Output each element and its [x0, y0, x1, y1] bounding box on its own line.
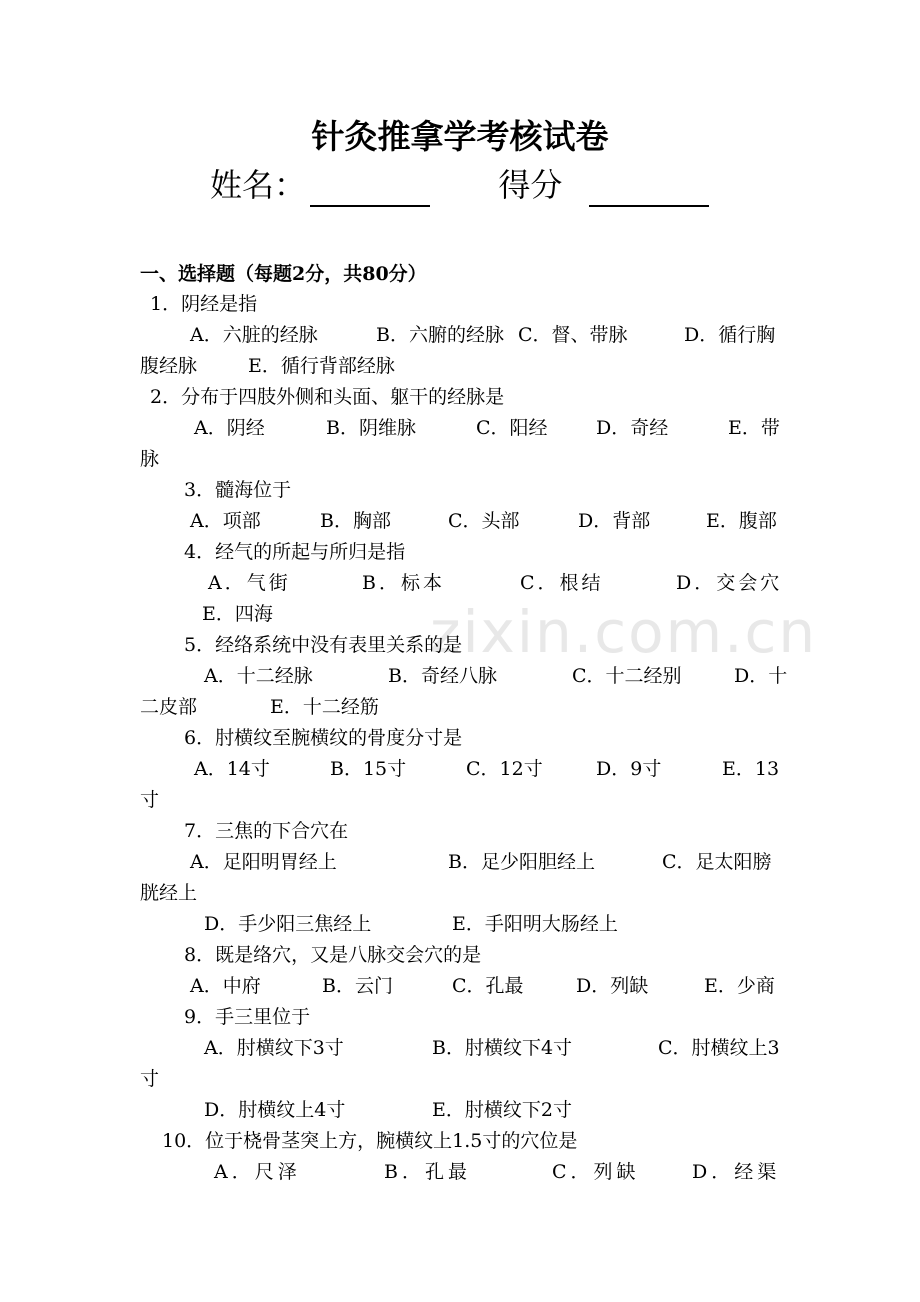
option: E．手阳明大肠经上 [452, 913, 618, 935]
option: E．少商 [704, 975, 775, 997]
option: E．四海 [202, 603, 273, 625]
option: A．中府 [190, 975, 261, 997]
question-stem: 10．位于桡骨茎突上方，腕横纹上1.5寸的穴位是 [162, 1130, 578, 1152]
option: E．肘横纹下2寸 [432, 1099, 572, 1121]
option: D．背部 [578, 510, 651, 532]
name-score-row [210, 163, 713, 207]
question-stem: 5．经络系统中没有表里关系的是 [184, 634, 463, 656]
option: E．13 [722, 758, 780, 780]
option: D．肘横纹上4寸 [204, 1099, 346, 1121]
option: D．交会穴 [676, 572, 783, 594]
option: C．足太阳膀 [662, 851, 772, 873]
question-stem: 3．髓海位于 [184, 479, 292, 501]
question-stem: 2．分布于四肢外侧和头面、躯干的经脉是 [150, 386, 505, 408]
option-continuation: 胱经上 [140, 882, 198, 904]
option: E．带 [728, 417, 780, 439]
option: B．六腑的经脉 [376, 324, 504, 346]
option: A．十二经脉 [204, 665, 313, 687]
option: A．14寸 [194, 758, 270, 780]
name-blank[interactable] [310, 171, 430, 207]
option: B．孔最 [384, 1161, 471, 1183]
option: B．足少阳胆经上 [448, 851, 595, 873]
option: D．经渠 [692, 1161, 781, 1183]
option: B．肘横纹下4寸 [432, 1037, 573, 1059]
option: A．尺泽 [214, 1161, 301, 1183]
option-continuation: 腹经脉 [140, 355, 198, 377]
option: E．循行背部经脉 [248, 355, 395, 377]
page-title: 针灸推拿学考核试卷 [311, 117, 609, 156]
option: B．标本 [362, 572, 445, 594]
watermark: zixin.com.cn [430, 598, 818, 666]
option: D．列缺 [576, 975, 649, 997]
option-continuation: 寸 [140, 1068, 160, 1090]
option: E．十二经筋 [270, 696, 379, 718]
option-continuation: 二皮部 [140, 696, 198, 718]
question-stem: 8．既是络穴，又是八脉交会穴的是 [184, 944, 482, 966]
option: A．气街 [208, 572, 291, 594]
question-stem: 4．经气的所起与所归是指 [184, 541, 406, 563]
option: C．孔最 [452, 975, 524, 997]
question-stem: 7．三焦的下合穴在 [184, 820, 349, 842]
option: D．奇经 [596, 417, 669, 439]
option: A．项部 [190, 510, 261, 532]
score-blank[interactable] [589, 171, 709, 207]
question-stem: 6．肘横纹至腕横纹的骨度分寸是 [184, 727, 463, 749]
option: A．足阳明胃经上 [190, 851, 337, 873]
option: B．阴维脉 [326, 417, 416, 439]
option: C．督、带脉 [518, 324, 628, 346]
option: D．循行胸 [684, 324, 776, 346]
option: A．阴经 [194, 417, 265, 439]
option: C．根结 [520, 572, 604, 594]
option: A．六脏的经脉 [190, 324, 318, 346]
option-continuation: 寸 [140, 789, 160, 811]
option: C．列缺 [552, 1161, 640, 1183]
option: C．十二经别 [572, 665, 682, 687]
option: C．肘横纹上3 [658, 1037, 780, 1059]
option: D．手少阳三焦经上 [204, 913, 372, 935]
question-stem: 9．手三里位于 [184, 1006, 311, 1028]
option: A．肘横纹下3寸 [204, 1037, 344, 1059]
option: D．9寸 [596, 758, 662, 780]
section-heading: 一、选择题（每题2分，共80分） [140, 263, 427, 285]
option: B．胸部 [320, 510, 391, 532]
option: C．阳经 [476, 417, 548, 439]
option: B．奇经八脉 [388, 665, 497, 687]
score-label: 得分 [498, 166, 563, 204]
name-label: 姓名： [210, 166, 307, 204]
option-continuation: 脉 [140, 448, 160, 470]
option: C．12寸 [466, 758, 543, 780]
option: D．十 [734, 665, 788, 687]
option: B．云门 [322, 975, 393, 997]
option: E．腹部 [706, 510, 777, 532]
option: B．15寸 [330, 758, 407, 780]
question-stem: 1．阴经是指 [150, 293, 258, 315]
option: C．头部 [448, 510, 520, 532]
